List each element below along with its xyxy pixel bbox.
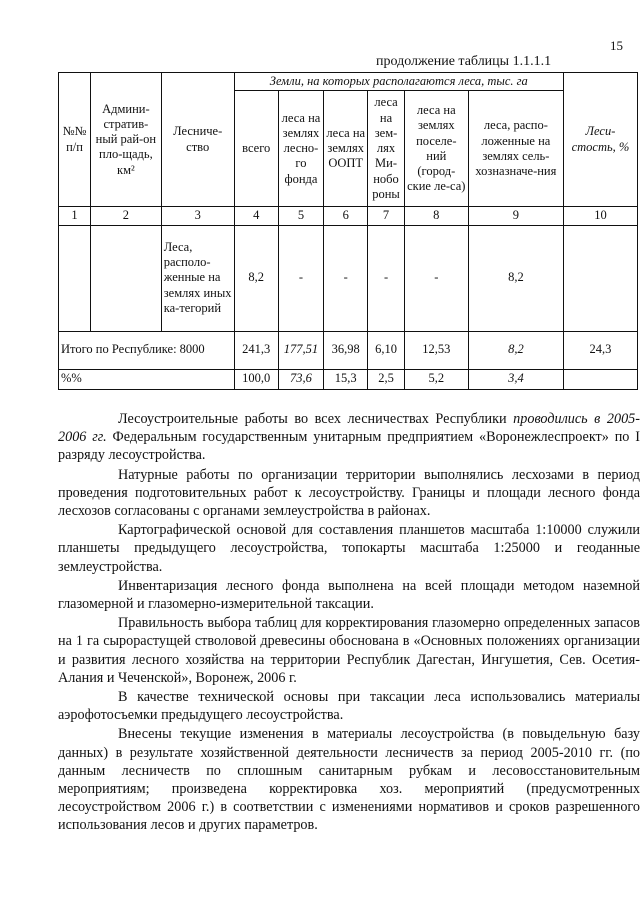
table-continuation-label: продолжение таблицы 1.1.1.1 xyxy=(376,54,552,69)
percent-defense: 2,5 xyxy=(368,369,404,389)
column-number: 8 xyxy=(404,207,468,225)
percent-settlements: 5,2 xyxy=(404,369,468,389)
percent-agri: 3,4 xyxy=(468,369,563,389)
percent-forest-fund: 73,6 xyxy=(278,369,323,389)
header-oopt: леса на землях ООПТ xyxy=(324,91,368,207)
table-row xyxy=(59,225,638,331)
page-number: 15 xyxy=(610,38,623,53)
paragraph xyxy=(58,410,640,465)
percent-row xyxy=(59,369,638,389)
column-number: 1 xyxy=(59,207,91,225)
paragraph: В качестве технической основы при таксации леса использовались материалы аэрофотосъемки предыдущего лесоустройства. xyxy=(58,689,640,724)
column-number: 9 xyxy=(468,207,563,225)
column-number: 3 xyxy=(161,207,234,225)
paragraph-text: Федеральным государственным унитарным предприятием «Воронежлеспроект» по I разряду лесоустройства. xyxy=(58,429,640,464)
header-lands-group: Земли, на которых располагаются леса, тыс. га xyxy=(234,73,563,91)
total-agri: 8,2 xyxy=(468,331,563,369)
row-agri: 8,2 xyxy=(468,225,563,331)
total-oopt: 36,98 xyxy=(324,331,368,369)
total-forest-fund: 177,51 xyxy=(278,331,323,369)
total-row xyxy=(59,331,638,369)
header-forest-cover: Леси-стость, % xyxy=(563,73,637,207)
percent-total: 100,0 xyxy=(234,369,278,389)
paragraph-text: Лесоустроительные работы во всех лесничествах Республики xyxy=(118,411,514,427)
paragraph-emphasis: проводились в 2005-2006 гг. xyxy=(58,411,640,446)
total-label: Итого по Республике: 8000 xyxy=(59,331,235,369)
row-district xyxy=(91,225,162,331)
total-all: 241,3 xyxy=(234,331,278,369)
column-number: 4 xyxy=(234,207,278,225)
column-number-row xyxy=(59,207,638,225)
row-settlements: - xyxy=(404,225,468,331)
paragraph: Правильность выбора таблиц для корректирования глазомерно определенных запасов на 1 га сырорастущей стволовой древесины обоснована в «Основных положениях организации и развития лесного хозяйства на территории Республик Дагестан, Ингушетия, Сев. Осетия-Алания и Чеченской», Воронеж, 2006 г. xyxy=(58,615,640,686)
total-forest-cover: 24,3 xyxy=(563,331,637,369)
percent-label: %% xyxy=(59,369,235,389)
row-forest-cover xyxy=(563,225,637,331)
header-forest-fund: леса на землях лесно-го фонда xyxy=(278,91,323,207)
body-text xyxy=(58,410,640,835)
paragraph: Внесены текущие изменения в материалы лесоустройства (в повыдельную базу данных) в результате хозяйственной деятельности лесничеств за период 2005-2010 гг. (по данным лесничеств по сплошным санитарным рубкам и лесовосстановительным мероприятиям; произведена корректировка хоз. мероприятий (предусмотренных лесоустройством 2006 г.) в соответствии с изменениями нормативов и сроков разрешенного использования лесов и других параметров. xyxy=(58,726,640,834)
forest-lands-table xyxy=(58,72,638,390)
header-defense: леса на зем-лях Ми-нобо роны xyxy=(368,91,404,207)
row-total: 8,2 xyxy=(234,225,278,331)
paragraph: Инвентаризация лесного фонда выполнена на всей площади методом наземной глазомерной и глазомерно-измерительной таксации. xyxy=(58,577,640,613)
row-forest-fund: - xyxy=(278,225,323,331)
header-agri: леса, распо-ложенные на землях сель-хозназначе-ния xyxy=(468,91,563,207)
total-defense: 6,10 xyxy=(368,331,404,369)
column-number: 10 xyxy=(563,207,637,225)
percent-forest-cover xyxy=(563,369,637,389)
column-number: 2 xyxy=(91,207,162,225)
row-defense: - xyxy=(368,225,404,331)
header-total: всего xyxy=(234,91,278,207)
paragraph: Картографической основой для составления планшетов масштаба 1:10000 служили планшеты предыдущего лесоустройства, топокарты масштаба 1:25000 и геоданные землеустройства. xyxy=(58,522,640,575)
column-number: 7 xyxy=(368,207,404,225)
paragraph: Натурные работы по организации территории выполнялись лесхозами в период проведения подготовительных работ к лесоустройству. Границы и площади лесного фонда лесхозов согласованы с органами землеустройства в районах. xyxy=(58,466,640,520)
header-forestry: Лесниче-ство xyxy=(161,73,234,207)
row-num xyxy=(59,225,91,331)
row-forestry: Леса, располо-женные на землях иных ка-тегорий xyxy=(161,225,234,331)
header-num: №№ п/п xyxy=(59,73,91,207)
row-oopt: - xyxy=(324,225,368,331)
total-settlements: 12,53 xyxy=(404,331,468,369)
header-settlements: леса на землях поселе-ний (город-ские ле-са) xyxy=(404,91,468,207)
header-district: Админи-стратив-ный рай-он пло-щадь, км² xyxy=(91,73,162,207)
column-number: 5 xyxy=(278,207,323,225)
column-number: 6 xyxy=(324,207,368,225)
percent-oopt: 15,3 xyxy=(324,369,368,389)
